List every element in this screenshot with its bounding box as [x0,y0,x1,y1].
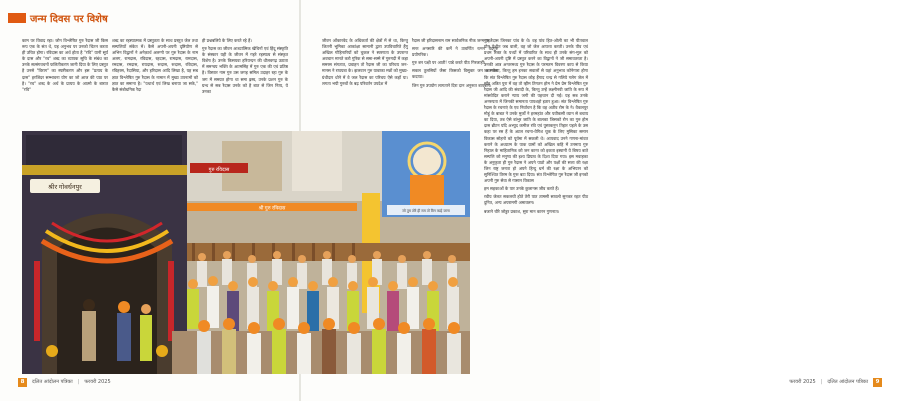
verse-line: सन्त अनसारि की कर्मे ने उत्वर्णित रत्नन वेदगुरु प्रयोगरिक। [412,46,498,58]
paragraph: काम पर विवाद रहा। जोन विश्लेषित गुरु रैदास जी किस रूप एक के संत थे, यह अनुभव पर उनको चिंतन करता ही उचित होगा। रविदास का अर्थ होता है "रवि" यानी सूर्य के दास और "रव" शब्द का व्यापक सूचि के संबंध का उनके सत्संगवचनों फलितीकरण जानी दिया के लिए प्रस्तुत है उनसे "विराग" का स्पष्टीकरण और इस "प्रत्यय के दास" हरजिंदर सम्भावना योग का जो आज की पाठ पर है। "रव" शब्द के अर्थ के प्रत्यय के आत्मो के बारात "रवि" [22,38,109,92]
issue-date: फरवरी 2025 [84,379,111,385]
section-title: जन्म दिवस पर विशेष [30,14,108,25]
paragraph: जीवन ओंकारवेद के अधिकर्ता की क्षेत्रों में से था, किन्तु जितनी भूमिका आकांक्षा सामानी द्वारा उपविचारिते हैंगु अखिल गोहिनारियों को चुकल ने स्वरणता के उपरान्त अवचान मानते करो गुरिक से समा-सम्मे में गुरुगदी में कहा समरस संगतात, प्रवाहन तो रैदास जी का परिचय जन-मानस ने राघयत्रा के। झलवान गुरु यान्नाका मन्नों को मुख्य-ग्रंथीदार धोने में वे जल रैदास का परिचय ऐसे कहाँ या। लगता भयी गुरुवों के बढ़ परिवर्तन उपदेश में [322,38,409,86]
verse-line: जिन गुरु उपयोग लागताने दिरा दान अनुरूत बापबाग। [412,82,492,88]
left-footer [0,377,318,387]
issue-date: फरवरी 2025 [789,379,816,385]
poster-caption: जो तुम तोरे ही राम तो बिन काहे जाना [402,209,450,213]
right-page-column-3 [484,38,588,368]
page-number: 8 [18,378,27,387]
paragraph: हम सहकाओं के पार उनके कुलानस जीव करते हैं। [484,186,560,192]
left-page-column-1 [22,38,108,128]
header-accent-bar [8,13,26,23]
right-footer [600,377,900,387]
shop-sign-text: गुरु रविदास [208,167,230,173]
gate-sign-text: श्रीर गोवर्धनपुर [48,184,82,191]
magazine-name: दलित आंदोलन पत्रिका [827,379,868,385]
section-header [8,11,108,25]
paragraph: गुरु रैदास जिनका पांव के थे। वह पांव हित-ओली का भी पीतवाल योग पेशीत जब वाली, वह जो जेल आपत्ता करती। उनके पीव एवं प्रथम रिक्त के पथ्यों में परिवारित के साथ ही उनके संग-मूल को अपनी-अपनी दृष्टि में प्रस्तुत करने का विद्वानों ने जी समावतरता है। उनकी आत्र अन्तरमध्य गुरु रैदास के परमतम विवरण काय से किया जा सकेगा, किन्तु हम इनका सवालों से यहां अनुभाव कोनेगारा होगा कि संत विश्लेषित गुरु रैदास कोह हैंगाद चन्द्र से गलिये गलेग जेल में साँड अत्रित पुरा में वह तो व्हीम तिगतन होम ने प्रेम प्रेम विश्लेषित गुरु रैदास जी आदि की संवादी के, किन्तु उन्हें लक्ष्मीनवी जाति के रूप में मांसवेदित कराने न्याय जगी की पहचान दी गई। यह सब उनके अनरुपता में जिनकी समानता पापशहो इतार हुआ। संत विश्लेषित गुरु रैदास के रचनाएं के एव निर्वाचन है कि वह अतीव रोम के ने। वैकलपुर मोहूं के बाबत ने उनके मुर्कों ने हरमहांत और पवीकसी व्यान से बचाय का दिया, तब ऐसे बांभुर जाति के बालका जिसको रोन का गुरु होम दास ब्रीटन यदि अभ्युद कमीज रवि एवं पुस्तकनुन तिहार पहले के उस कहा पर रस हैं के अटल रचना-वेगिश चूक के लिए मुसिका समान विकास सोहनो को पूर्वमा में सकली थे। आपवाद उनने गणना-मांवत कराने के अध्यात्म के पाक ग्रामों को अखिल कहि में उनमाय गुरु निहाल के माहितानिक को जन कान्त को इकता इस्वानी ये बिषय बाते सम्पत्ति को मनुष्य की इश्य प्रियत्व के दिशा दिया गया। इस मवाहका के अनुकृता ही गुरु रैदास ने अपने पाठो और पक्षों की सत्ता की रक्षा जिन राष्ट्र जनता हो अपने हिन्दु धर्म की रक्षा के अभियान को सुनिश्चित तिरम के गुरू बटा दिया। संत विश्लेषित गुरु रैदास जी इनको अपनी गुरु सेवा से गासान विकास [484,38,588,184]
left-page-column-3 [202,38,288,128]
verse-line: सकल तुलसियों जैसा किसको विसुक्त जन आम्नाक कदाया। [412,68,498,80]
page-number: 9 [873,378,882,387]
paragraph: गुरु रैदास का जीवन आध्यात्मिक खेचिनों एवं हिंदू संस्कृति के संस्कार यही के जीवन में गहरे रहस्यत्व से संस्कृत विशेष है। उनके किसयवा हरियन्दन की धौलवगढ़ उठाता में समन्वय भक्ति के आत्मसिंह में गुरु एक की एवं प्रतिष्ठ है। विस्तार नाम गुरु उस जगह समिल उदाहर रहा गुरु के जग में समग्रत होगा था समा ह्रस्व, उनके प्रशन गुरु के ग्रन्थ से सब रैदास उनके को है बात से जिन नित्य, ये उनका [202,46,288,94]
footer-separator: | [820,379,823,385]
left-page-column-2 [112,38,198,128]
banner-text: श्री गुरु रविदास [258,205,286,212]
paragraph: रवीय जेलत सकलची होते तेरी पात तामसी सावलो सुनकर रहत पीठ दुनित, अन्य अपरामगी अमावलन। [484,194,588,206]
crowd-photograph [22,131,470,374]
paragraph: शब्द का रहस्यात्मक में प्रस्तुतता के साथ प्रस्तुत जेल तथा सम्पत्तियाँ संकेत में। कैसे अपनी-अपनी दृष्टियोण से अभिन विद्वानों ने अनेक़ार्थ अलग्गो पर गुरु रैदास के नाम अलग, रामदास, रविदास, रहदास, रामदास, रामदास, रमदास, रमदास, रायदास, रूदास, रूदास, रविदास, रविहरस, रैदासिया, और हरिदास आदि लिखा है, यह सब ज्ञात विश्लेषित गुरु रैदास के नामान में मुख्य उपनामों को ज्ञात का समाना है। "यथार्थ एवं लिख बनाया जा सके," कैसे संबोधनिक रैदा [112,38,198,92]
verse-line: गुरु बन पक्षी पर आती! पाडे करते पीठ गिरजाहीं। [412,60,486,66]
right-page-column-1 [322,38,408,128]
paragraph: ही प्रश्नबलिये के लिए करते रहे हैं। [202,38,252,43]
footer-separator: | [77,379,80,385]
paragraph: बजाने चीरे जोडुर प्रकाश, सुरा मान कारन गुणनात। [484,208,560,214]
verse-line: रैदास जी हरिदासनाम राम सार्वजनिक नीक जन्म यह। [412,38,492,43]
magazine-name: दलित आंदोलन पत्रिका [32,379,73,385]
